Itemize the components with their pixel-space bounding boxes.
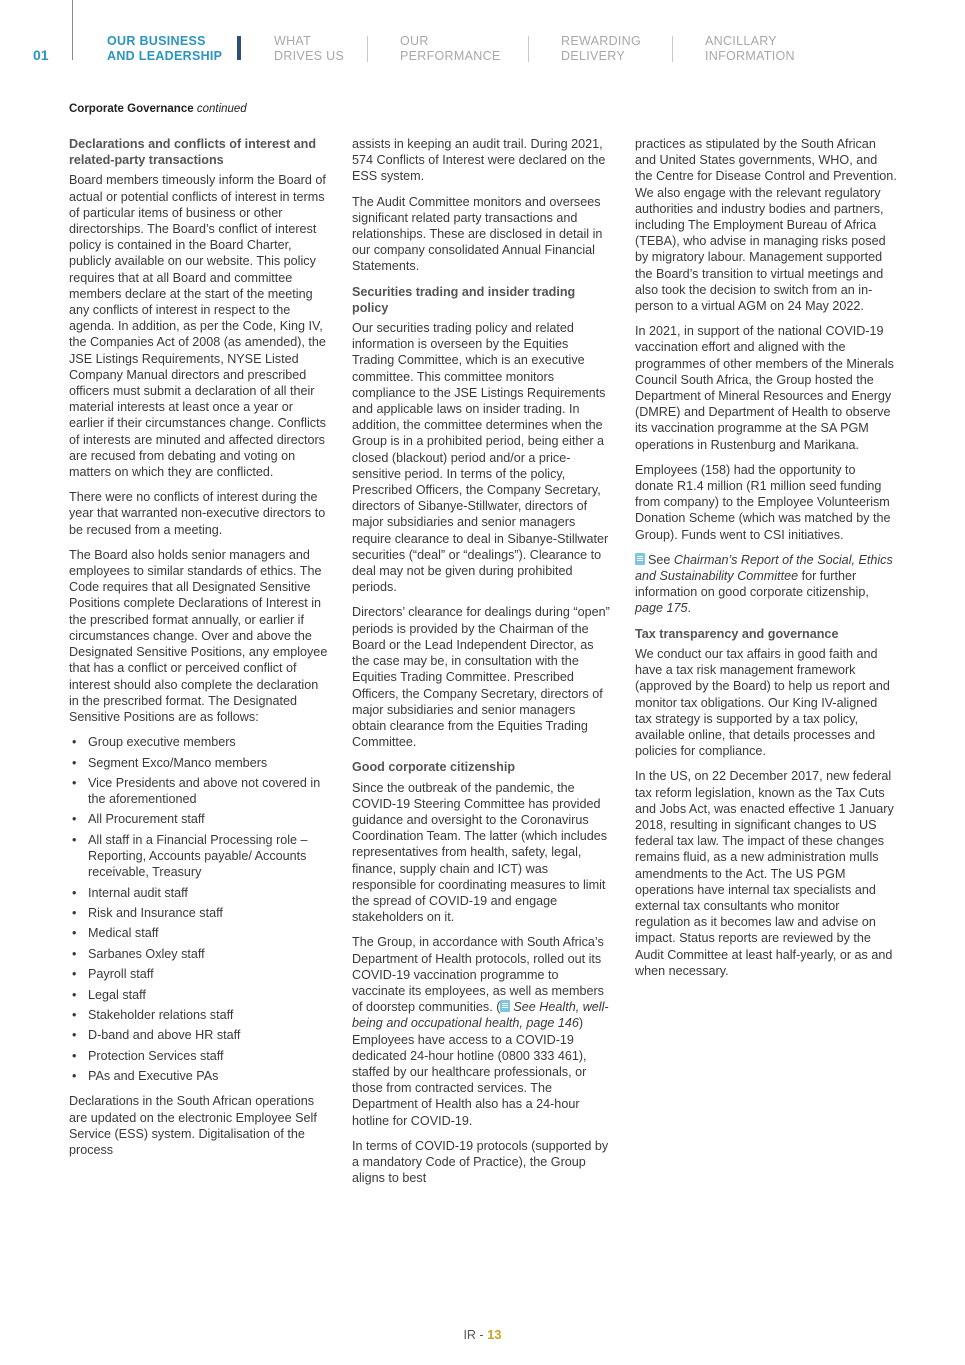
sensitive-positions-list [69,734,329,1084]
active-tab-marker [237,36,241,60]
paragraph: The Board also holds senior managers and employees to similar standards of ethics. The Code requires that all Designated Sensitive Positions complete Declarations of Interest in the prescribed format annually, or earlier if circumstances change. Over and above the Designated Sensitive Positions, any employee that has a conflict or perceived conflict of interest should also complete the declaration in the prescribed format. The Designated Sensitive Positions are as follows: [69,547,328,724]
column-2 [352,136,612,1195]
page-footer [0,1327,965,1342]
list-item: • Stakeholder relations staff [69,1007,329,1023]
list-item: • Payroll staff [69,966,329,982]
tab-what-drives-us[interactable] [274,34,344,64]
paragraph: Since the outbreak of the pandemic, the COVID-19 Steering Committee has provided guidance and oversight to the Coronavirus Coordination Team. The latter (which includes representatives from health, safety, legal, finance, supply chain and ICT) was responsible for coordinating measures to limit the spread of COVID-19 and engage stakeholders on it. [352,780,608,925]
paragraph: In 2021, in support of the national COVID-19 vaccination effort and aligned with the programmes of other members of the Minerals Council South Africa, the Group hosted the Department of Mineral Resources and Energy (DMRE) and Department of Health to observe its vaccination programme at the SA PGM operations in Rustenburg and Marikana. [635,324,894,452]
paragraph: There were no conflicts of interest during the year that warranted non-executive directors to be recused from a meeting. [69,490,326,537]
paragraph: In terms of COVID-19 protocols (supported by a mandatory Code of Practice), the Group aligns to best [352,1138,609,1186]
list-item: • Medical staff [69,925,329,941]
column-1 [69,136,329,1167]
tab-label-line2: AND LEADERSHIP [107,49,223,63]
cross-reference-link[interactable]: See Health, well-being and occupational health, page 146 [352,1000,609,1031]
tab-rewarding-delivery[interactable] [561,34,641,64]
paragraph: Directors’ clearance for dealings during “open” periods is provided by the Chairman of the Board or the Lead Independent Director, as the case may be, in consultation with the Equities Trading Committee. Prescribed Officers, the Company Secretary, directors of major subsidiaries and senior managers obtain clearance from the Equities Trading Committee. [352,605,610,750]
paragraph: assists in keeping an audit trail. During 2021, 574 Conflicts of Interest were declared on the ESS system. [352,137,606,184]
section-title-text: Corporate Governance [69,103,194,115]
tab-label-line1: OUR BUSINESS [107,34,206,48]
paragraph-text: for further information on good corporate citizenship, [635,569,869,600]
tab-separator [528,36,529,62]
tab-label-line1: ANCILLARY [705,34,777,48]
list-item: • Vice Presidents and above not covered in the aforementioned [69,775,329,807]
footer-prefix: IR - [463,1328,484,1342]
paragraph: practices as stipulated by the South African and United States governments, WHO, and the Centre for Disease Control and Prevention. We also engage with the relevant regulatory authorities and industry bodies and partners, including The Employment Bureau of Africa (TEBA), who advise in managing risks posed by migratory labour. Management supported the Board’s transition to virtual meetings and also took the decision to switch from an in-person to a virtual AGM on 24 May 2022. [635,137,897,314]
footer-page-number: 13 [487,1327,502,1342]
list-item: • Sarbanes Oxley staff [69,946,329,962]
paragraph-text: See [648,552,674,567]
list-item: • Internal audit staff [69,885,329,901]
section-title-suffix: continued [196,103,247,115]
heading-good-corporate-citizenship: Good corporate citizenship [352,760,516,775]
tab-label-line1: WHAT [274,34,312,48]
list-item: • Group executive members [69,734,329,750]
tab-label-line2: DELIVERY [561,49,626,63]
top-navigation [0,0,965,80]
list-item: • All staff in a Financial Processing role – Reporting, Accounts payable/ Accounts receivable, Treasury [69,832,329,881]
heading-tax-transparency: Tax transparency and governance [635,626,839,641]
header-divider [72,0,73,60]
document-icon [500,1000,510,1012]
cross-reference-link[interactable]: Chairman’s Report of the Social, Ethics and Sustainability Committee [635,552,893,584]
tab-label-line2: DRIVES US [274,49,345,63]
paragraph: Employees (158) had the opportunity to donate R1.4 million (R1 million seed funding from company) to the Employee Volunteerism Donation Scheme (which was matched by the Group). Funds went to CSI initiatives. [635,462,891,542]
paragraph: Our securities trading policy and related information is overseen by the Equities Trading Committee, which is an executive committee. This committee monitors compliance to the JSE Listings Requirements and applicable laws on insider trading. In addition, the committee determines when the Group is in a prohibited period, being either a closed (blackout) period and/or a price-sensitive period. In terms of the policy, Prescribed Officers, the Company Secretary, directors of Sibanye-Stillwater, directors of major subsidiaries and senior managers require clearance to deal in Sibanye-Stillwater securities (“deal” or “dealings”). Clearance to deal may not be given during prohibited periods. [352,321,609,595]
list-item: • Segment Exco/Manco members [69,755,329,771]
tab-label-line2: PERFORMANCE [400,49,501,63]
document-icon [635,553,645,565]
paragraph-text: The Group, in accordance with South Africa’s Department of Health protocols, rolled out its COVID-19 vaccination programme to vaccinate its employees, as well as members of doorstep communities. ( [352,935,604,1015]
paragraph: In the US, on 22 December 2017, new federal tax reform legislation, known as the Tax Cuts and Jobs Act, was enacted effective 1 January 2018, resulting in significant changes to US federal tax law. The impact of these changes remains fluid, as a new administration mulls amendments to the Act. The US PGM operations have internal tax specialists and external tax consultants who monitor regulation as it becomes law and advise on impact. Status reports are reviewed by the Audit Committee at least half-yearly, or as and when necessary. [635,769,894,978]
paragraph: Declarations in the South African operations are updated on the electronic Employee Self Service (ESS) system. Digitalisation of the process [69,1094,317,1157]
list-item: • All Procurement staff [69,811,329,827]
tab-label-line1: REWARDING [561,34,642,48]
tab-our-performance[interactable] [400,34,501,64]
tab-separator [672,36,673,62]
list-item: • Risk and Insurance staff [69,905,329,921]
page-reference-link[interactable]: page 175 [635,601,688,616]
tab-our-business-and-leadership[interactable] [107,34,222,64]
list-item: • PAs and Executive PAs [69,1068,329,1084]
paragraph: We conduct our tax affairs in good faith and have a tax risk management framework (approved by the Board) to help us report and monitor tax obligations. Our King IV-aligned tax strategy is supported by a tax policy, available online, that details processes and policies for compliance. [635,646,890,759]
tab-ancillary-information[interactable] [705,34,795,64]
paragraph: The Audit Committee monitors and oversees significant related party transactions and relationships. These are disclosed in detail in our company consolidated Annual Financial Statements. [352,194,603,274]
column-3 [635,136,897,988]
list-item: • Legal staff [69,987,329,1003]
heading-declarations: Declarations and conflicts of interest and related-party transactions [69,137,317,168]
list-item: • Protection Services staff [69,1048,329,1064]
tab-label-line1: OUR [400,34,429,48]
paragraph [352,934,612,1128]
list-item: • D-band and above HR staff [69,1027,329,1043]
tab-separator [367,36,368,62]
cross-reference [635,552,897,617]
paragraph-text: ) Employees have access to a COVID-19 dedicated 24-hour hotline (0800 333 461), staffed by our healthcare professionals, or those from contracted services. The Department of Health also has a 24-hour hotline for COVID-19. [352,1016,587,1128]
section-title [69,103,247,115]
heading-securities-trading: Securities trading and insider trading policy [352,284,576,315]
chapter-number: 01 [33,47,49,63]
paragraph: Board members timeously inform the Board of actual or potential conflicts of interest in terms of particular items of business or other directorships. The Board’s conflict of interest policy is contained in the Board Charter, publicly available on our website. This policy requires that at all Board and committee members declare at the start of the meeting any conflicts of interest in respect to the agenda. In addition, as per the Code, King IV, the Companies Act of 2008 (as amended), the JSE Listings Requirements, NYSE Listed Company Manual directors and prescribed officers must submit a declaration of all their material interests at least once a year or earlier if their circumstances change. Conflicts of interests are minuted and affected directors are recused from debating and voting on matters on which they are conflicted. [69,173,326,480]
tab-label-line2: INFORMATION [705,49,795,63]
paragraph-text: . [687,601,692,616]
